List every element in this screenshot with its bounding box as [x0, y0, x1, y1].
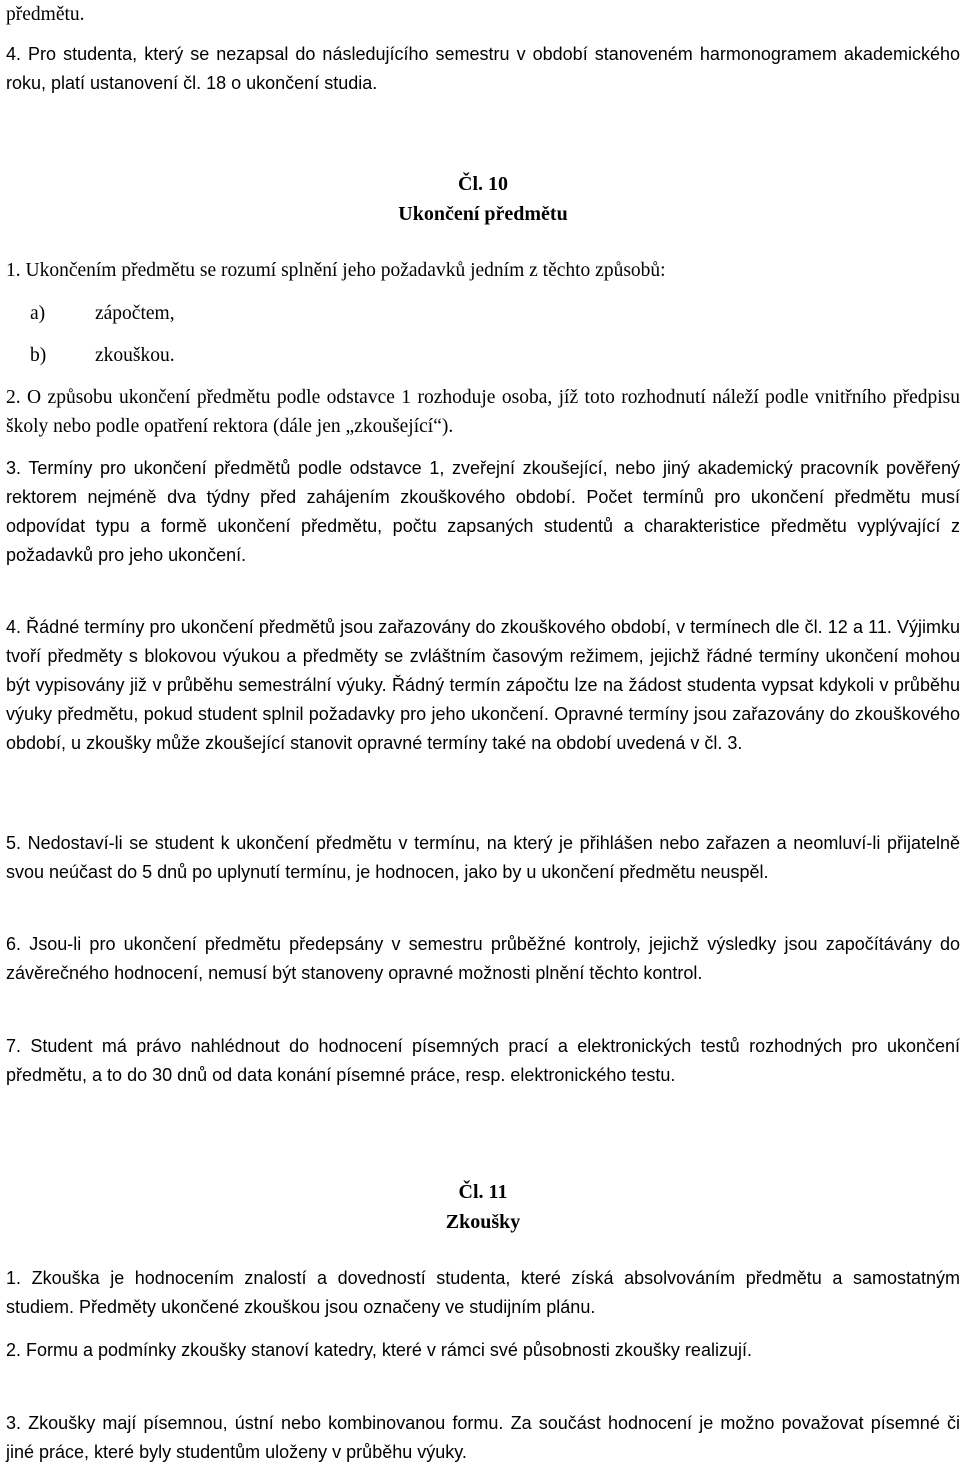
paragraph-11-2: 2. Formu a podmínky zkoušky stanoví katedry, které v rámci své působnosti zkoušky realizují. [6, 1340, 752, 1360]
list-item-label: a) [30, 303, 46, 324]
paragraph-10-3: 3. Termíny pro ukončení předmětů podle odstavce 1, zveřejní zkoušející, nebo jiný akademický pracovník pověřený rektorem nejméně dva týdny před zahájením zkouškového období. Počet termínů pro ukončení předmětu musí odpovídat typu a formě ukončení předmětu, počtu zapsaných studentů a charakteristice předmětu vyplývající z požadavků pro jeho ukončení. [6, 458, 960, 565]
paragraph-11-1: 1. Zkouška je hodnocením znalostí a dovedností studenta, které získá absolvováním předmětu a samostatným studiem. Předměty ukončené zkouškou jsou označeny ve studijním plánu. [6, 1268, 960, 1317]
article-10-title: Ukončení předmětu [398, 203, 568, 225]
article-11-number: Čl. 11 [458, 1181, 508, 1203]
paragraph-10-4: 4. Řádné termíny pro ukončení předmětů jsou zařazovány do zkouškového období, v termínech dle čl. 12 a 11. Výjimku tvoří předměty s blokovou výukou a předměty se zvláštním časovým režimem, jejichž řádné termíny ukončení mohou být vypisovány již v průběhu semestrální výuky. Řádný termín zápočtu lze na žádost studenta vypsat kdykoli v průběhu výuky předmětu, pokud student splnil požadavky pro jeho ukončení. Opravné termíny jsou zařazovány do zkouškového období, u zkoušky může zkoušející stanovit opravné termíny také na období uvedená v čl. 3. [6, 617, 960, 753]
list-item-label: b) [30, 345, 47, 366]
previous-page-fragment: předmětu. [6, 4, 85, 25]
paragraph-10-7: 7. Student má právo nahlédnout do hodnocení písemných prací a elektronických testů rozhodných pro ukončení předmětu, a to do 30 dnů od data konání písemné práce, resp. elektronického testu. [6, 1036, 960, 1085]
paragraph-11-3: 3. Zkoušky mají písemnou, ústní nebo kombinovanou formu. Za součást hodnocení je možno považovat písemné či jiné práce, které byly studentům uloženy v průběhu výuky. [6, 1413, 960, 1462]
article-11-title: Zkoušky [445, 1211, 521, 1233]
paragraph-10-6: 6. Jsou-li pro ukončení předmětu předepsány v semestru průběžné kontroly, jejichž výsledky jsou započítávány do závěrečného hodnocení, nemusí být stanoveny opravné možnosti plnění těchto kontrol. [6, 934, 960, 983]
paragraph-10-5: 5. Nedostaví-li se student k ukončení předmětu v termínu, na který je přihlášen nebo zařazen a neomluví-li přijatelně svou neúčast do 5 dnů po uplynutí termínu, je hodnocen, jako by u ukončení předmětu neuspěl. [6, 833, 960, 882]
paragraph-10-1: 1. Ukončením předmětu se rozumí splnění jeho požadavků jedním z těchto způsobů: [6, 260, 666, 281]
paragraph-9-4: 4. Pro studenta, který se nezapsal do následujícího semestru v období stanoveném harmonogramem akademického roku, platí ustanovení čl. 18 o ukončení studia. [6, 44, 960, 93]
paragraph-10-2: 2. O způsobu ukončení předmětu podle odstavce 1 rozhoduje osoba, jíž toto rozhodnutí náleží podle vnitřního předpisu školy nebo podle opatření rektora (dále jen „zkoušející“). [6, 387, 960, 437]
list-item-text: zápočtem, [95, 303, 175, 324]
article-10-number: Čl. 10 [458, 173, 508, 195]
list-item-text: zkouškou. [95, 345, 175, 366]
